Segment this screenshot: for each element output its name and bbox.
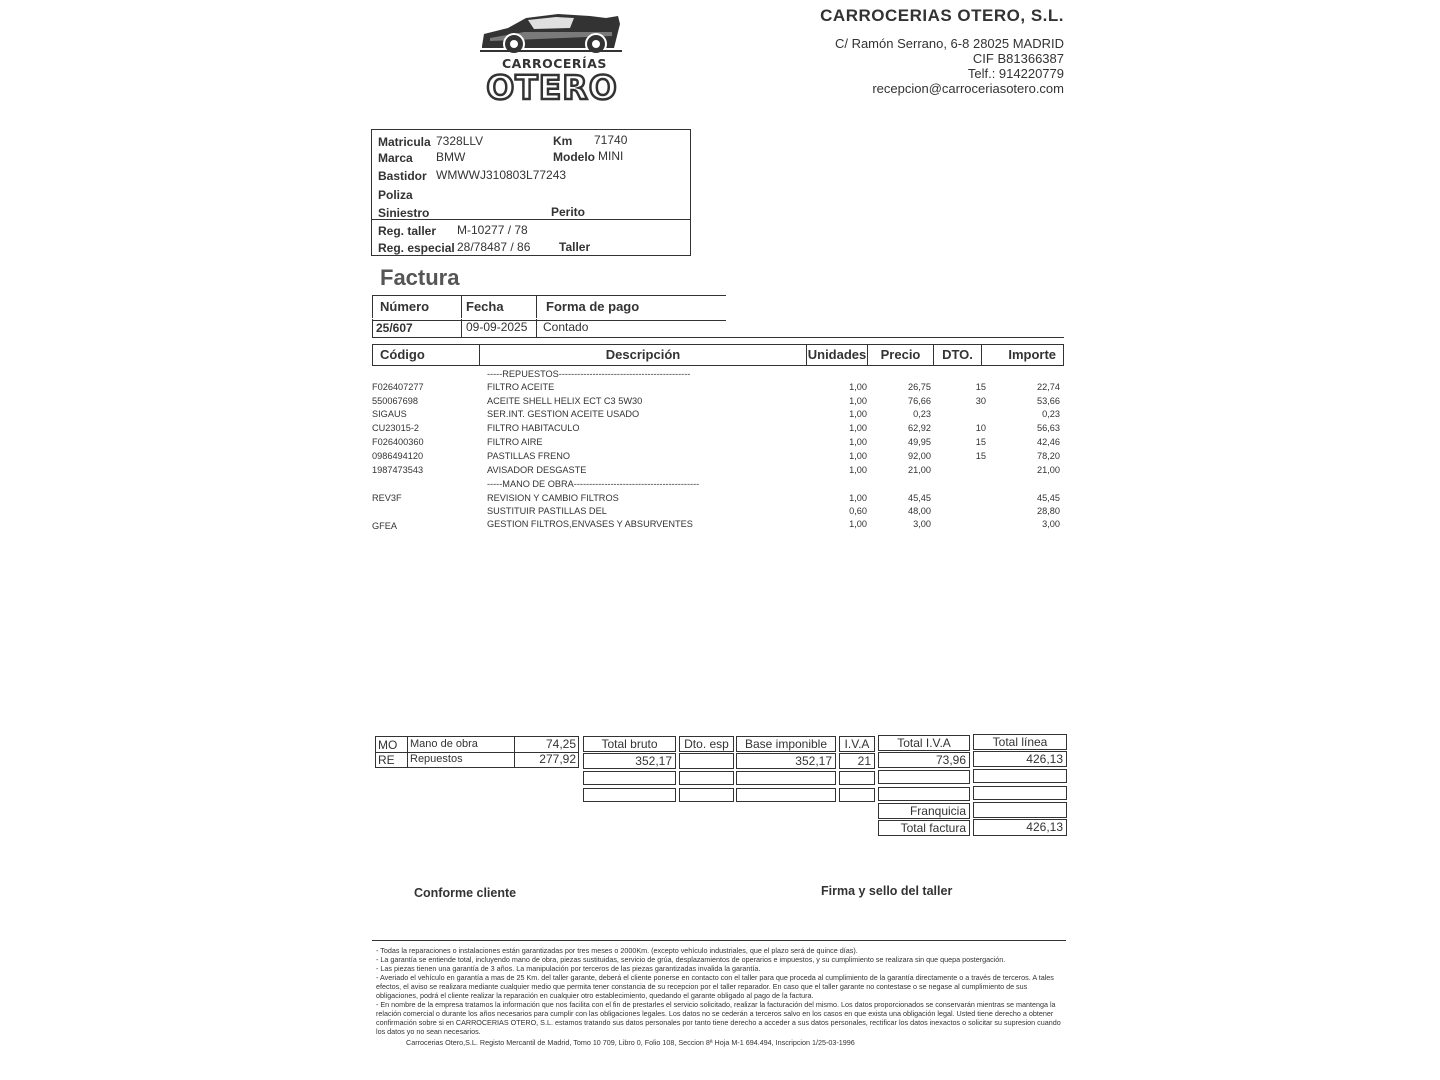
table-row: [372, 423, 1066, 437]
re-code: RE: [378, 753, 395, 767]
fecha-label: Fecha: [466, 299, 504, 314]
item-units: 1,00: [849, 396, 867, 406]
forma-pago-label: Forma de pago: [546, 299, 640, 314]
company-phone: Telf.: 914220779: [967, 66, 1064, 81]
item-discount: 10: [975, 423, 986, 433]
modelo-label: Modelo: [553, 150, 595, 164]
item-units: 1,00: [849, 451, 867, 461]
bastidor-label: Bastidor: [378, 169, 427, 183]
taller-label: Taller: [559, 240, 591, 254]
company-address: C/ Ramón Serrano, 6-8 28025 MADRID: [834, 36, 1064, 51]
col-dto: DTO.: [933, 344, 982, 366]
total-factura-label: Total factura: [878, 820, 970, 836]
col-precio: Precio: [867, 344, 934, 366]
base-imponible-header: Base imponible: [736, 736, 836, 752]
col-codigo: Código: [372, 344, 480, 366]
item-amount: 21,00: [1037, 465, 1060, 475]
col-unidades: Unidades: [806, 344, 868, 366]
item-amount: 53,66: [1037, 396, 1060, 406]
item-amount: 42,46: [1037, 437, 1060, 447]
legal-paragraph: - Averiado el vehículo en garantía a mas de 25 Km. del taller garante, deberá el cliente ponerse en contacto con el taller para que proceda al cumplimiento de la garantía directamente o a través de terceros. A tales efectos, el aviso se realizara mediante cualquier medio que permita tener constancia de su recepcion por el taller reparador. En caso que el taller garante no contestase o se negase al cumplimiento de sus obligaciones, podrá el cliente realizar la reparación en cualquier otro establecimiento, quedando el garante obligado al pago de la factura.: [376, 973, 1054, 1000]
company-header: [820, 6, 1064, 96]
registry-line: Carrocerias Otero,S.L. Registo Mercantil de Madrid, Tomo 10 709, Libro 0, Folio 108, Seccion 8ª Hoja M-1 694.494, Inscripcion 1/25-03-1996: [406, 1038, 855, 1047]
item-code: F026407277: [372, 382, 424, 392]
item-code: SIGAUS: [372, 409, 407, 419]
table-row: [372, 519, 1066, 529]
empty-cell: [679, 771, 734, 785]
col-importe: Importe: [981, 344, 1064, 366]
reg-especial-value: 28/78487 / 86: [457, 240, 531, 254]
company-name: CARROCERIAS OTERO, S.L.: [820, 6, 1064, 25]
mo-value: 74,25: [545, 737, 576, 751]
perito-label: Perito: [551, 205, 586, 219]
item-description: FILTRO AIRE: [487, 437, 543, 447]
mo-label: Mano de obra: [410, 738, 478, 750]
item-description: SER.INT. GESTION ACEITE USADO: [487, 409, 640, 419]
forma-pago-value: Contado: [543, 320, 589, 334]
franquicia-value: [973, 802, 1067, 818]
legal-divider: [372, 940, 1066, 941]
total-bruto-value: 352,17: [583, 753, 676, 769]
item-description: AVISADOR DESGASTE: [487, 465, 587, 475]
table-row: [372, 493, 1066, 507]
item-description: FILTRO HABITACULO: [487, 423, 580, 433]
modelo-value: MINI: [598, 149, 624, 163]
km-value: 71740: [594, 133, 628, 147]
item-price: 76,66: [908, 396, 931, 406]
item-amount: 0,23: [1042, 409, 1060, 419]
numero-value: 25/607: [376, 321, 413, 335]
empty-cell: [679, 788, 734, 802]
labor-description: GESTION FILTROS,ENVASES Y ABSURVENTES: [487, 519, 693, 529]
vehicle-info-box: [371, 129, 691, 256]
matricula-value: 7328LLV: [436, 134, 484, 148]
labor-code: GFEA: [372, 521, 398, 529]
legal-paragraph: - En nombre de la empresa tratamos la información que nos facilita con el fin de prestarles el servicio solicitado, realizar la facturación del mismo. Los datos proporcionados se conservarán mientras se mantenga la relación comercial o durante los años necesarios para cumplir con las obligaciones legales. Los datos no se cederán a terceros salvo en los casos en que exista una obligación legal. Usted tiene derecho a obtener confirmación sobre si en CARROCERIAS OTERO, S.L. estamos tratando sus datos personales por tanto tiene derecho a acceder a sus datos personales, rectificar los datos inexactos o solicitar su supresion cuando los datos yo no sean necesarios.: [376, 1000, 1061, 1036]
item-amount: 56,63: [1037, 423, 1060, 433]
dto-esp-header: Dto. esp: [679, 736, 734, 752]
item-price: 26,75: [908, 382, 931, 392]
numero-label: Número: [380, 299, 430, 314]
item-code: 1987473543: [372, 465, 424, 475]
total-iva-value: 73,96: [878, 752, 970, 768]
labor-description: REVISION Y CAMBIO FILTROS: [487, 493, 619, 503]
item-price: 62,92: [908, 423, 931, 433]
labor-price: 3,00: [913, 519, 931, 529]
item-amount: 22,74: [1037, 382, 1060, 392]
empty-cell: [839, 788, 875, 802]
company-email: recepcion@carroceriasotero.com: [872, 81, 1064, 96]
labor-description: SUSTITUIR PASTILLAS DEL: [487, 506, 607, 516]
labor-units: 1,00: [849, 519, 867, 529]
reg-taller-value: M-10277 / 78: [457, 223, 528, 237]
invoice-values-row: [372, 319, 1064, 338]
summary-box: [375, 736, 579, 768]
labor-units: 1,00: [849, 493, 867, 503]
col-descripcion: Descripción: [479, 344, 807, 366]
invoice-header-row: [372, 295, 726, 321]
iva-value: 21: [839, 753, 875, 769]
labor-units: 0,60: [849, 506, 867, 516]
item-units: 1,00: [849, 437, 867, 447]
empty-cell: [839, 771, 875, 785]
labor-price: 48,00: [908, 506, 931, 516]
empty-cell: [973, 786, 1067, 800]
legal-paragraph: - La garantía se entiende total, incluyendo mano de obra, piezas sustituidas, servicio de grúa, desplazamientos de operarios e impuestos, y su cumplimiento se realizara sin que quepa postergación.: [376, 955, 1006, 964]
base-imponible-value: 352,17: [736, 753, 836, 769]
franquicia-label: Franquicia: [878, 803, 970, 819]
item-description: FILTRO ACEITE: [487, 382, 555, 392]
item-code: 550067698: [372, 396, 418, 406]
total-linea-header: Total línea: [973, 734, 1067, 750]
legal-paragraph: - Todas la reparaciones o instalaciones están garantizadas por tres meses o 2000Km. (excepto vehículo industriales, que el plazo será de quince días).: [376, 946, 858, 955]
empty-cell: [878, 787, 970, 801]
iva-header: I.V.A: [839, 736, 875, 752]
poliza-label: Poliza: [378, 188, 413, 202]
marca-label: Marca: [378, 151, 413, 165]
km-label: Km: [553, 134, 573, 148]
empty-cell: [973, 769, 1067, 783]
item-price: 49,95: [908, 437, 931, 447]
empty-cell: [736, 788, 836, 802]
vehicle-box-divider: [372, 219, 690, 220]
bastidor-value: WMWWJ310803L77243: [436, 168, 567, 182]
table-row: [372, 409, 1066, 423]
table-row: [372, 396, 1066, 410]
siniestro-label: Siniestro: [378, 206, 430, 220]
re-label: Repuestos: [410, 753, 463, 765]
item-discount: 15: [975, 451, 986, 461]
item-discount: 15: [975, 437, 986, 447]
section-repuestos: -----REPUESTOS-------------------------------------------: [487, 369, 691, 379]
item-units: 1,00: [849, 409, 867, 419]
reg-especial-label: Reg. especial: [378, 241, 455, 255]
company-logo: [472, 10, 622, 108]
labor-amount: 3,00: [1042, 519, 1060, 529]
empty-cell: [583, 788, 676, 802]
legal-paragraph: - Las piezas tienen una garantía de 3 años. La manipulación por terceros de las piezas garantizadas invalida la garantía.: [376, 964, 761, 973]
labor-code: REV3F: [372, 493, 402, 503]
re-value: 277,92: [539, 752, 576, 766]
labor-amount: 28,80: [1037, 506, 1060, 516]
reg-taller-label: Reg. taller: [378, 224, 437, 238]
table-row: [372, 506, 1066, 520]
customer-signature-label: Conforme cliente: [414, 886, 517, 900]
logo-text-carrocerias: CARROCERÍAS: [502, 56, 607, 71]
workshop-signature-label: Firma y sello del taller: [821, 884, 953, 898]
item-price: 21,00: [908, 465, 931, 475]
table-row: [372, 451, 1066, 465]
item-price: 92,00: [908, 451, 931, 461]
item-units: 1,00: [849, 465, 867, 475]
section-mano-obra: -----MANO DE OBRA-----------------------------------------: [487, 479, 700, 489]
summary-col-line: [407, 737, 408, 767]
matricula-label: Matricula: [378, 135, 431, 149]
mo-code: MO: [378, 738, 398, 752]
item-price: 0,23: [913, 409, 931, 419]
summary-col-line: [514, 737, 515, 767]
dto-esp-value: [679, 753, 734, 769]
marca-value: BMW: [436, 150, 466, 164]
legal-notes: [376, 946, 1066, 1047]
total-factura-value: 426,13: [973, 819, 1067, 836]
item-units: 1,00: [849, 382, 867, 392]
table-row: [372, 382, 1066, 396]
empty-cell: [583, 771, 676, 785]
item-discount: 15: [975, 382, 986, 392]
sports-car-icon: [478, 10, 622, 56]
total-linea-value: 426,13: [973, 751, 1067, 767]
item-units: 1,00: [849, 423, 867, 433]
document-title: Factura: [380, 265, 460, 290]
empty-cell: [736, 771, 836, 785]
item-code: F026400360: [372, 437, 424, 447]
item-code: 0986494120: [372, 451, 424, 461]
item-description: PASTILLAS FRENO: [487, 451, 571, 461]
fecha-value: 09-09-2025: [466, 320, 528, 334]
labor-price: 45,45: [908, 493, 931, 503]
item-code: CU23015-2: [372, 423, 419, 433]
labor-amount: 45,45: [1037, 493, 1060, 503]
table-row: [372, 465, 1066, 479]
item-discount: 30: [975, 396, 986, 406]
company-cif: CIF B81366387: [972, 51, 1064, 66]
item-amount: 78,20: [1037, 451, 1060, 461]
table-row: [372, 437, 1066, 451]
logo-text-otero: OTERO: [486, 68, 618, 107]
total-bruto-header: Total bruto: [583, 736, 676, 752]
empty-cell: [878, 770, 970, 784]
item-description: ACEITE SHELL HELIX ECT C3 5W30: [487, 396, 643, 406]
total-iva-header: Total I.V.A: [878, 735, 970, 751]
